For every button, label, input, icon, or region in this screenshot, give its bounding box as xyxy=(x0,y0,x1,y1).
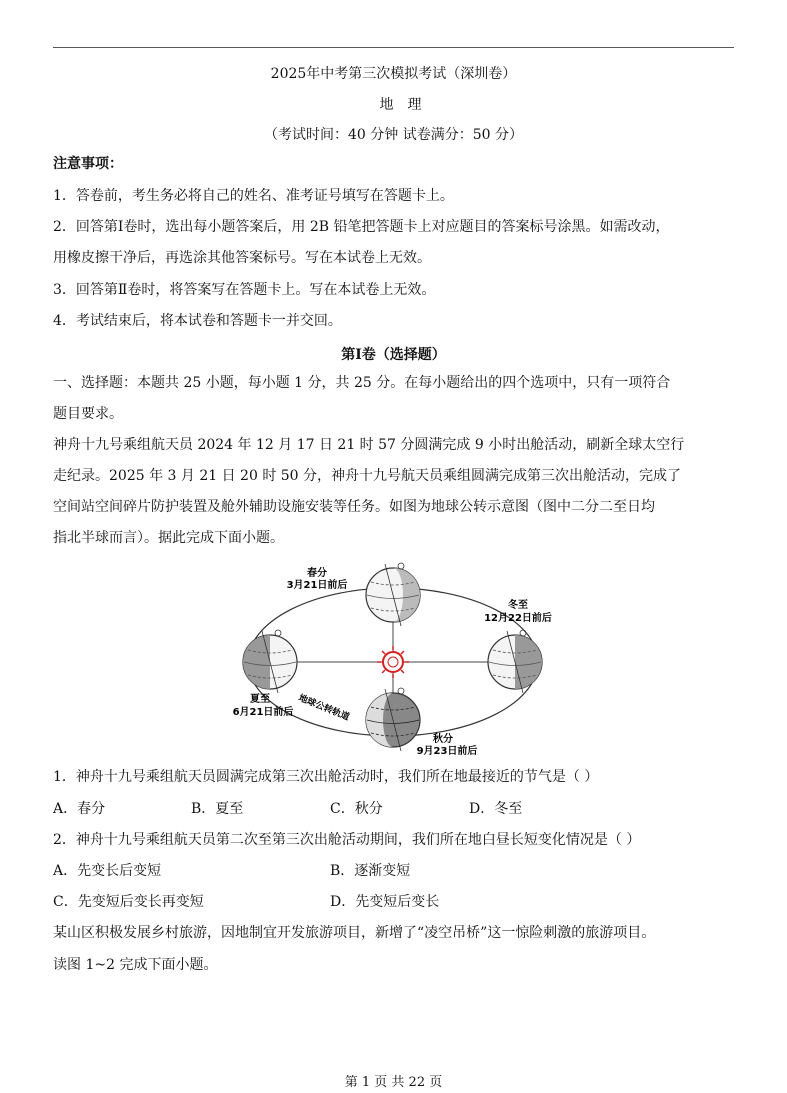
notice-item-4: 4．考试结束后，将本试卷和答题卡一并交回。 xyxy=(53,313,342,329)
passage1-line-3: 空间站空间碎片防护装置及舱外辅助设施安装等任务。如图为地球公转示意图（图中二分二至日均 xyxy=(53,499,655,515)
label-summer-name: 夏至 xyxy=(250,694,270,705)
label-summer-date: 6月21日前后 xyxy=(232,707,294,718)
q1-option-a: A．春分 xyxy=(53,801,106,817)
earth-winter-icon xyxy=(488,630,542,693)
notice-item-1: 1．答卷前，考生务必将自己的姓名、准考证号填写在答题卡上。 xyxy=(53,188,454,204)
header-rule xyxy=(53,47,734,48)
label-autumn-name: 秋分 xyxy=(433,734,453,745)
notice-item-2-line-1: 2．回答第Ⅰ卷时，选出每小题答案后，用 2B 铅笔把答题卡上对应题目的答案标号涂黑。如需改动， xyxy=(53,219,670,235)
earth-revolution-diagram xyxy=(225,560,560,760)
passage2-line-1: 某山区积极发展乡村旅游，因地制宜开发旅游项目，新增了“凌空吊桥”这一惊险刺激的旅游项目。 xyxy=(53,925,656,941)
earth-autumn-icon xyxy=(366,688,420,751)
label-orbit: 地球公转轨道 xyxy=(296,693,351,723)
label-winter-name: 冬至 xyxy=(508,600,528,611)
notice-item-2-line-2: 用橡皮擦干净后，再选涂其他答案标号。写在本试卷上无效。 xyxy=(53,250,431,266)
label-spring-date: 3月21日前后 xyxy=(286,580,348,591)
label-spring-name: 春分 xyxy=(307,568,327,579)
label-autumn-date: 9月23日前后 xyxy=(416,746,478,757)
passage1-line-2: 走纪录。2025 年 3 月 21 日 20 时 50 分，神舟十九号航天员乘组圆满完成第三次出舱活动，完成了 xyxy=(53,468,682,484)
exam-subject: 地理 xyxy=(379,97,436,113)
section-intro-line-1: 一、选择题：本题共 25 小题，每小题 1 分，共 25 分。在每小题给出的四个选项中，只有一项符合 xyxy=(53,375,671,391)
q1-stem: 1．神舟十九号乘组航天员圆满完成第三次出舱活动时，我们所在地最接近的节气是（ ） xyxy=(53,769,599,785)
page-footer: 第 1 页 共 22 页 xyxy=(344,1075,443,1090)
notice-item-3: 3．回答第Ⅱ卷时，将答案写在答题卡上。写在本试卷上无效。 xyxy=(53,282,436,298)
label-winter-date: 12月22日前后 xyxy=(484,613,552,624)
exam-info: （考试时间：40 分钟 试卷满分：50 分） xyxy=(264,127,523,143)
q2-option-a: A．先变长后变短 xyxy=(53,863,162,879)
q2-option-c: C．先变短后变长再变短 xyxy=(53,894,204,910)
q1-option-b: B．夏至 xyxy=(191,801,244,817)
passage1-line-1: 神舟十九号乘组航天员 2024 年 12 月 17 日 21 时 57 分圆满完成 9 小时出舱活动，刷新全球太空行 xyxy=(53,437,685,453)
q1-option-d: D．冬至 xyxy=(469,801,523,817)
earth-summer-icon xyxy=(243,630,297,693)
section-title: 第Ⅰ卷（选择题） xyxy=(341,347,446,363)
q1-option-c: C．秋分 xyxy=(330,801,383,817)
q2-stem: 2．神舟十九号乘组航天员第二次至第三次出舱活动期间，我们所在地白昼长短变化情况是（ ） xyxy=(53,832,641,848)
notice-heading: 注意事项： xyxy=(53,156,123,172)
passage1-line-4: 指北半球而言）。据此完成下面小题。 xyxy=(53,530,284,546)
exam-title: 2025年中考第三次模拟考试（深圳卷） xyxy=(270,66,517,82)
section-intro-line-2: 题目要求。 xyxy=(53,406,123,422)
passage2-line-2: 读图 1~2 完成下面小题。 xyxy=(53,957,218,973)
q2-option-b: B．逐渐变短 xyxy=(330,863,411,879)
earth-spring-icon xyxy=(366,563,420,626)
q2-option-d: D．先变短后变长 xyxy=(330,894,440,910)
